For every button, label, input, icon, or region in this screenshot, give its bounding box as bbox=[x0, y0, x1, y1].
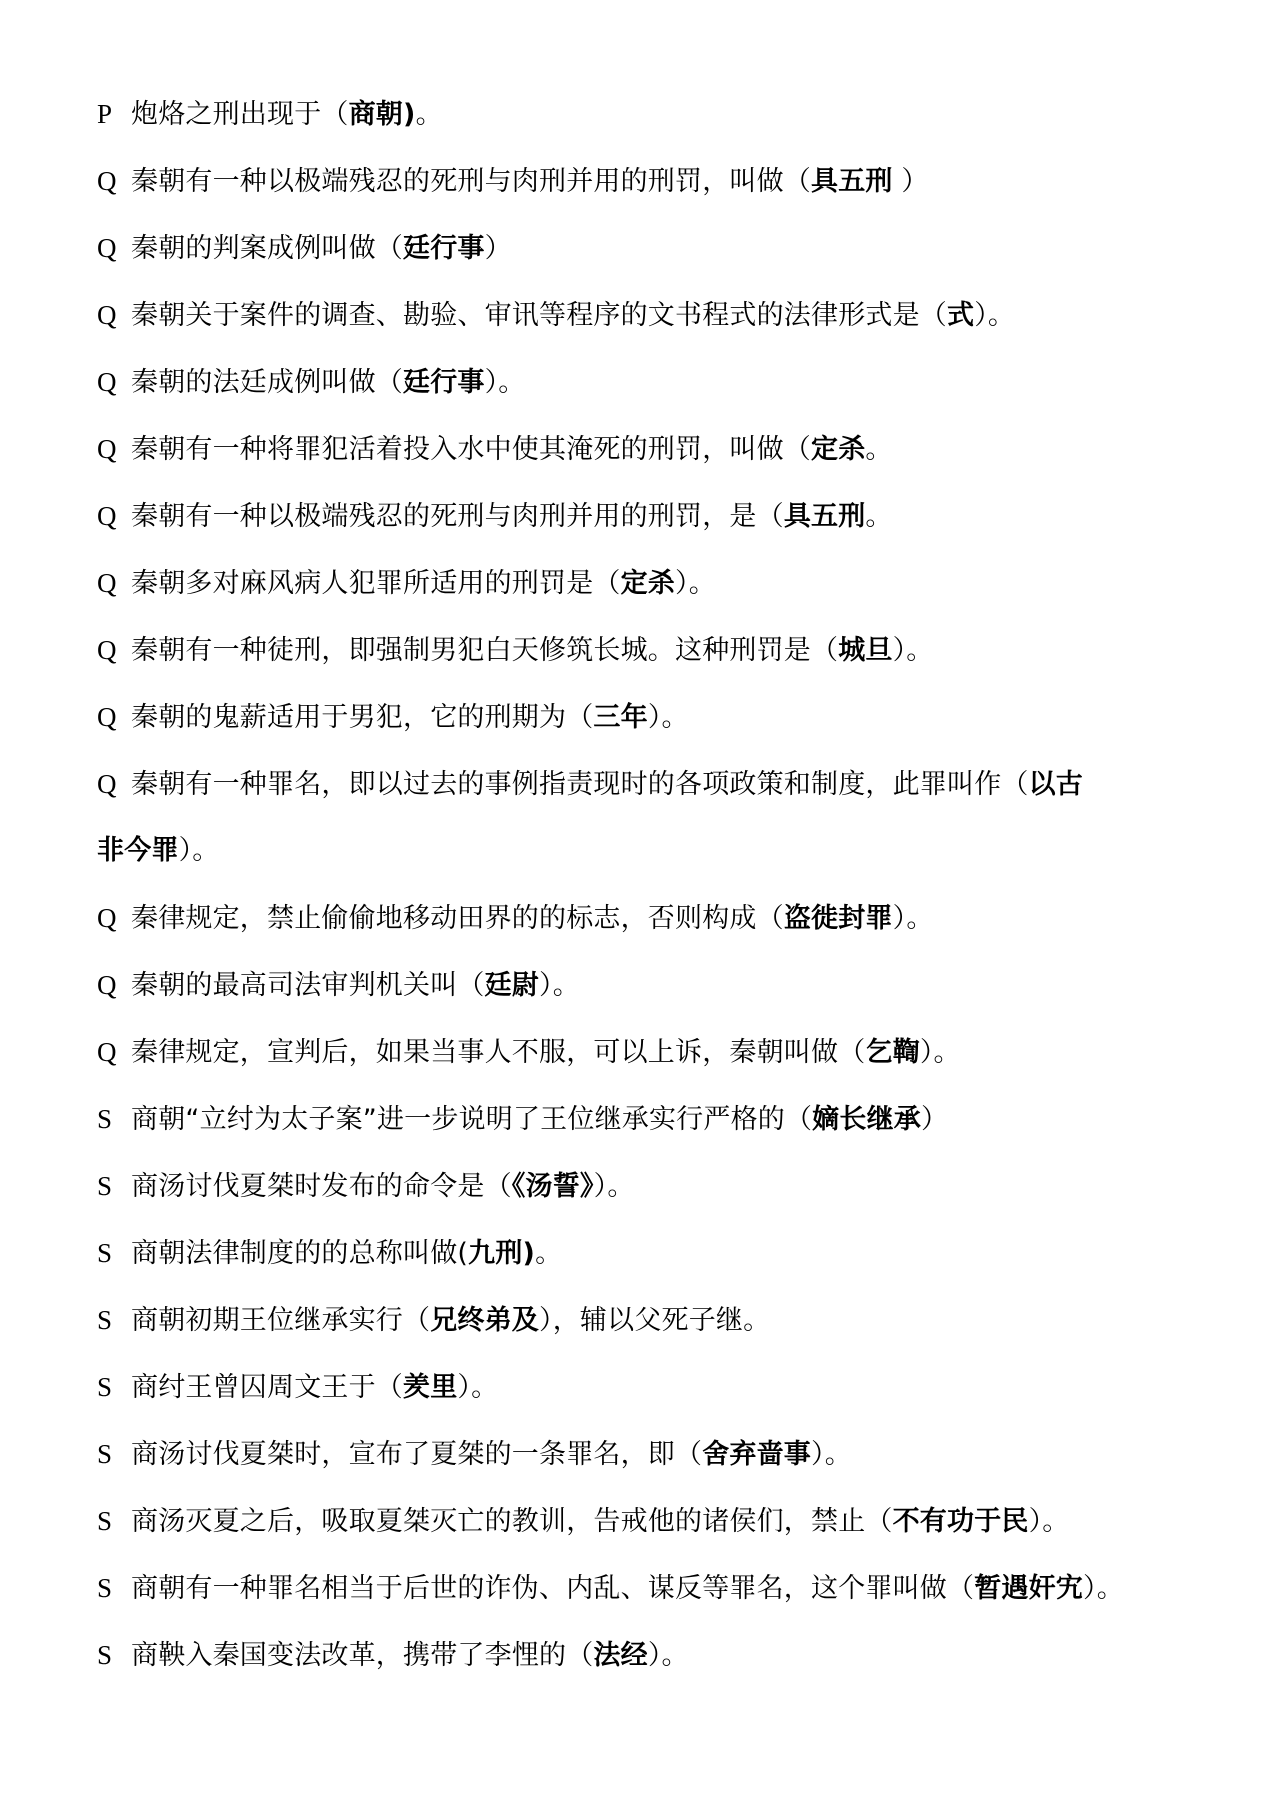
list-item bbox=[97, 1363, 1197, 1430]
item-text: 秦律规定，宣判后，如果当事人不服，可以上诉，秦朝叫做（ bbox=[131, 1037, 866, 1068]
item-text: 秦朝关于案件的调查、勘验、审讯等程序的文书程式的法律形式是（ bbox=[131, 300, 947, 331]
item-text: 商鞅入秦国变法改革，携带了李悝的（ bbox=[131, 1640, 594, 1671]
list-item bbox=[97, 157, 1197, 224]
item-answer: 具五刑 bbox=[783, 501, 866, 532]
item-answer: 廷尉 bbox=[484, 970, 540, 1001]
item-prefix: S bbox=[97, 1305, 113, 1335]
item-text: 商汤灭夏之后，吸取夏桀灭亡的教训，告戒他的诸侯们，禁止（ bbox=[131, 1506, 893, 1537]
item-answer: 廷行事 bbox=[403, 233, 485, 264]
list-item bbox=[97, 1028, 1197, 1095]
item-answer: 不有功于民 bbox=[892, 1506, 1029, 1537]
list-item bbox=[97, 291, 1197, 358]
item-suffix: ） bbox=[484, 233, 512, 264]
item-prefix: P bbox=[97, 99, 113, 129]
item-answer: 三年 bbox=[593, 702, 648, 733]
item-suffix: 。 bbox=[415, 99, 443, 130]
item-suffix: ）。 bbox=[811, 1439, 852, 1470]
list-item bbox=[97, 425, 1197, 492]
item-answer: 盗徙封罪 bbox=[783, 903, 893, 934]
item-text: 商朝“立纣为太子案”进一步说明了王位继承实行严格的（ bbox=[131, 1104, 813, 1135]
list-item bbox=[97, 626, 1197, 693]
item-text: 秦朝有一种将罪犯活着投入水中使其淹死的刑罚，叫做（ bbox=[131, 434, 811, 465]
item-answer: 舍弃啬事 bbox=[702, 1439, 812, 1470]
item-prefix: Q bbox=[97, 903, 117, 933]
item-answer: 羑里 bbox=[403, 1372, 458, 1403]
item-prefix: Q bbox=[97, 635, 117, 665]
item-suffix: 。 bbox=[865, 501, 893, 532]
item-prefix: S bbox=[97, 1171, 113, 1201]
item-suffix: 。 bbox=[865, 434, 893, 465]
item-text: 秦朝多对麻风病人犯罪所适用的刑罚是（ bbox=[131, 568, 621, 599]
item-text: 商朝法律制度的的总称叫做( bbox=[131, 1238, 469, 1269]
item-suffix: ）。 bbox=[484, 367, 526, 398]
item-answer: 兄终弟及 bbox=[430, 1305, 540, 1336]
item-answer: 定杀 bbox=[811, 434, 866, 465]
item-text: 秦朝有一种罪名，即以过去的事例指责现时的各项政策和制度，此罪叫作（ bbox=[131, 769, 1029, 800]
item-answer: 城旦 bbox=[838, 635, 893, 666]
list-item bbox=[97, 961, 1197, 1028]
item-suffix: ）。 bbox=[457, 1372, 499, 1403]
item-text: 秦朝的最高司法审判机关叫（ bbox=[131, 970, 485, 1001]
item-answer: 定杀 bbox=[620, 568, 676, 599]
item-suffix: ）。 bbox=[647, 702, 689, 733]
item-answer: 具五刑 bbox=[811, 166, 893, 197]
item-text: 商汤讨伐夏桀时发布的命令是（ bbox=[131, 1171, 512, 1202]
item-text: 秦朝的判案成例叫做（ bbox=[131, 233, 403, 264]
item-text: 秦朝的鬼薪适用于男犯，它的刑期为（ bbox=[131, 702, 594, 733]
list-item bbox=[97, 1497, 1197, 1564]
item-prefix: S bbox=[97, 1238, 113, 1268]
list-item bbox=[97, 1296, 1197, 1363]
item-suffix: ） bbox=[892, 166, 929, 197]
item-text: 秦朝有一种以极端残忍的死刑与肉刑并用的刑罚，叫做（ bbox=[131, 166, 811, 197]
item-text: 炮烙之刑出现于（ bbox=[131, 99, 349, 130]
item-prefix: Q bbox=[97, 300, 117, 330]
item-suffix: ）。 bbox=[974, 300, 1016, 331]
item-answer: 非今罪 bbox=[97, 835, 179, 866]
item-suffix: ），辅以父死子继。 bbox=[539, 1305, 771, 1336]
list-item bbox=[97, 224, 1197, 291]
item-answer: 嫡长继承 bbox=[812, 1104, 921, 1135]
list-item bbox=[97, 358, 1197, 425]
item-answer: 法经 bbox=[593, 1640, 648, 1671]
item-prefix: S bbox=[97, 1372, 113, 1402]
list-item bbox=[97, 90, 1197, 157]
item-text: 秦朝有一种徒刑，即强制男犯白天修筑长城。这种刑罚是（ bbox=[131, 635, 839, 666]
list-item bbox=[97, 1095, 1197, 1162]
item-suffix: ）。 bbox=[892, 903, 934, 934]
item-suffix: ）。 bbox=[892, 635, 934, 666]
item-prefix: S bbox=[97, 1104, 113, 1134]
item-suffix: ）。 bbox=[178, 835, 220, 866]
item-answer: 九刑) bbox=[468, 1238, 536, 1269]
list-item bbox=[97, 760, 1197, 827]
item-prefix: Q bbox=[97, 1037, 117, 1067]
item-prefix: Q bbox=[97, 501, 117, 531]
item-text: 商汤讨伐夏桀时，宣布了夏桀的一条罪名，即（ bbox=[131, 1439, 703, 1470]
item-prefix: Q bbox=[97, 970, 117, 1000]
item-suffix: ）。 bbox=[1083, 1573, 1124, 1604]
item-suffix: ）。 bbox=[919, 1037, 961, 1068]
item-prefix: Q bbox=[97, 434, 117, 464]
list-item-continuation bbox=[97, 827, 1197, 894]
list-item bbox=[97, 1162, 1197, 1229]
item-text: 秦律规定，禁止偷偷地移动田界的的标志，否则构成（ bbox=[131, 903, 784, 934]
list-item bbox=[97, 894, 1197, 961]
list-item bbox=[97, 559, 1197, 626]
item-prefix: Q bbox=[97, 166, 117, 196]
item-text: 商朝初期王位继承实行（ bbox=[131, 1305, 431, 1336]
item-suffix: ）。 bbox=[647, 1640, 689, 1671]
item-suffix: ）。 bbox=[1028, 1506, 1070, 1537]
list-item bbox=[97, 1631, 1197, 1698]
item-text: 秦朝的法廷成例叫做（ bbox=[131, 367, 403, 398]
list-item bbox=[97, 492, 1197, 559]
item-text: 商纣王曾囚周文王于（ bbox=[131, 1372, 403, 1403]
item-prefix: S bbox=[97, 1506, 113, 1536]
item-prefix: Q bbox=[97, 769, 117, 799]
item-answer: 廷行事 bbox=[403, 367, 485, 398]
item-prefix: Q bbox=[97, 233, 117, 263]
list-item bbox=[97, 1229, 1197, 1296]
list-item bbox=[97, 1564, 1197, 1631]
item-text: 秦朝有一种以极端残忍的死刑与肉刑并用的刑罚，是（ bbox=[131, 501, 784, 532]
item-answer: 式 bbox=[947, 300, 975, 331]
item-answer: 以古 bbox=[1028, 769, 1084, 800]
item-answer: 乞鞫 bbox=[865, 1037, 920, 1068]
question-list bbox=[97, 90, 1197, 1698]
item-suffix: ） bbox=[921, 1104, 949, 1135]
list-item bbox=[97, 693, 1197, 760]
item-suffix: ）。 bbox=[593, 1171, 635, 1202]
item-prefix: S bbox=[97, 1640, 113, 1670]
item-suffix: 。 bbox=[535, 1238, 563, 1269]
item-prefix: Q bbox=[97, 702, 117, 732]
item-answer: 《汤誓》 bbox=[511, 1171, 594, 1202]
list-item bbox=[97, 1430, 1197, 1497]
item-suffix: ）。 bbox=[675, 568, 716, 599]
item-prefix: Q bbox=[97, 367, 117, 397]
item-text: 商朝有一种罪名相当于后世的诈伪、内乱、谋反等罪名，这个罪叫做（ bbox=[131, 1573, 975, 1604]
item-prefix: S bbox=[97, 1573, 113, 1603]
item-prefix: S bbox=[97, 1439, 113, 1469]
item-answer: 暂遇奸宄 bbox=[974, 1573, 1084, 1604]
item-answer: 商朝) bbox=[348, 99, 416, 130]
item-prefix: Q bbox=[97, 568, 117, 598]
item-suffix: ）。 bbox=[539, 970, 580, 1001]
